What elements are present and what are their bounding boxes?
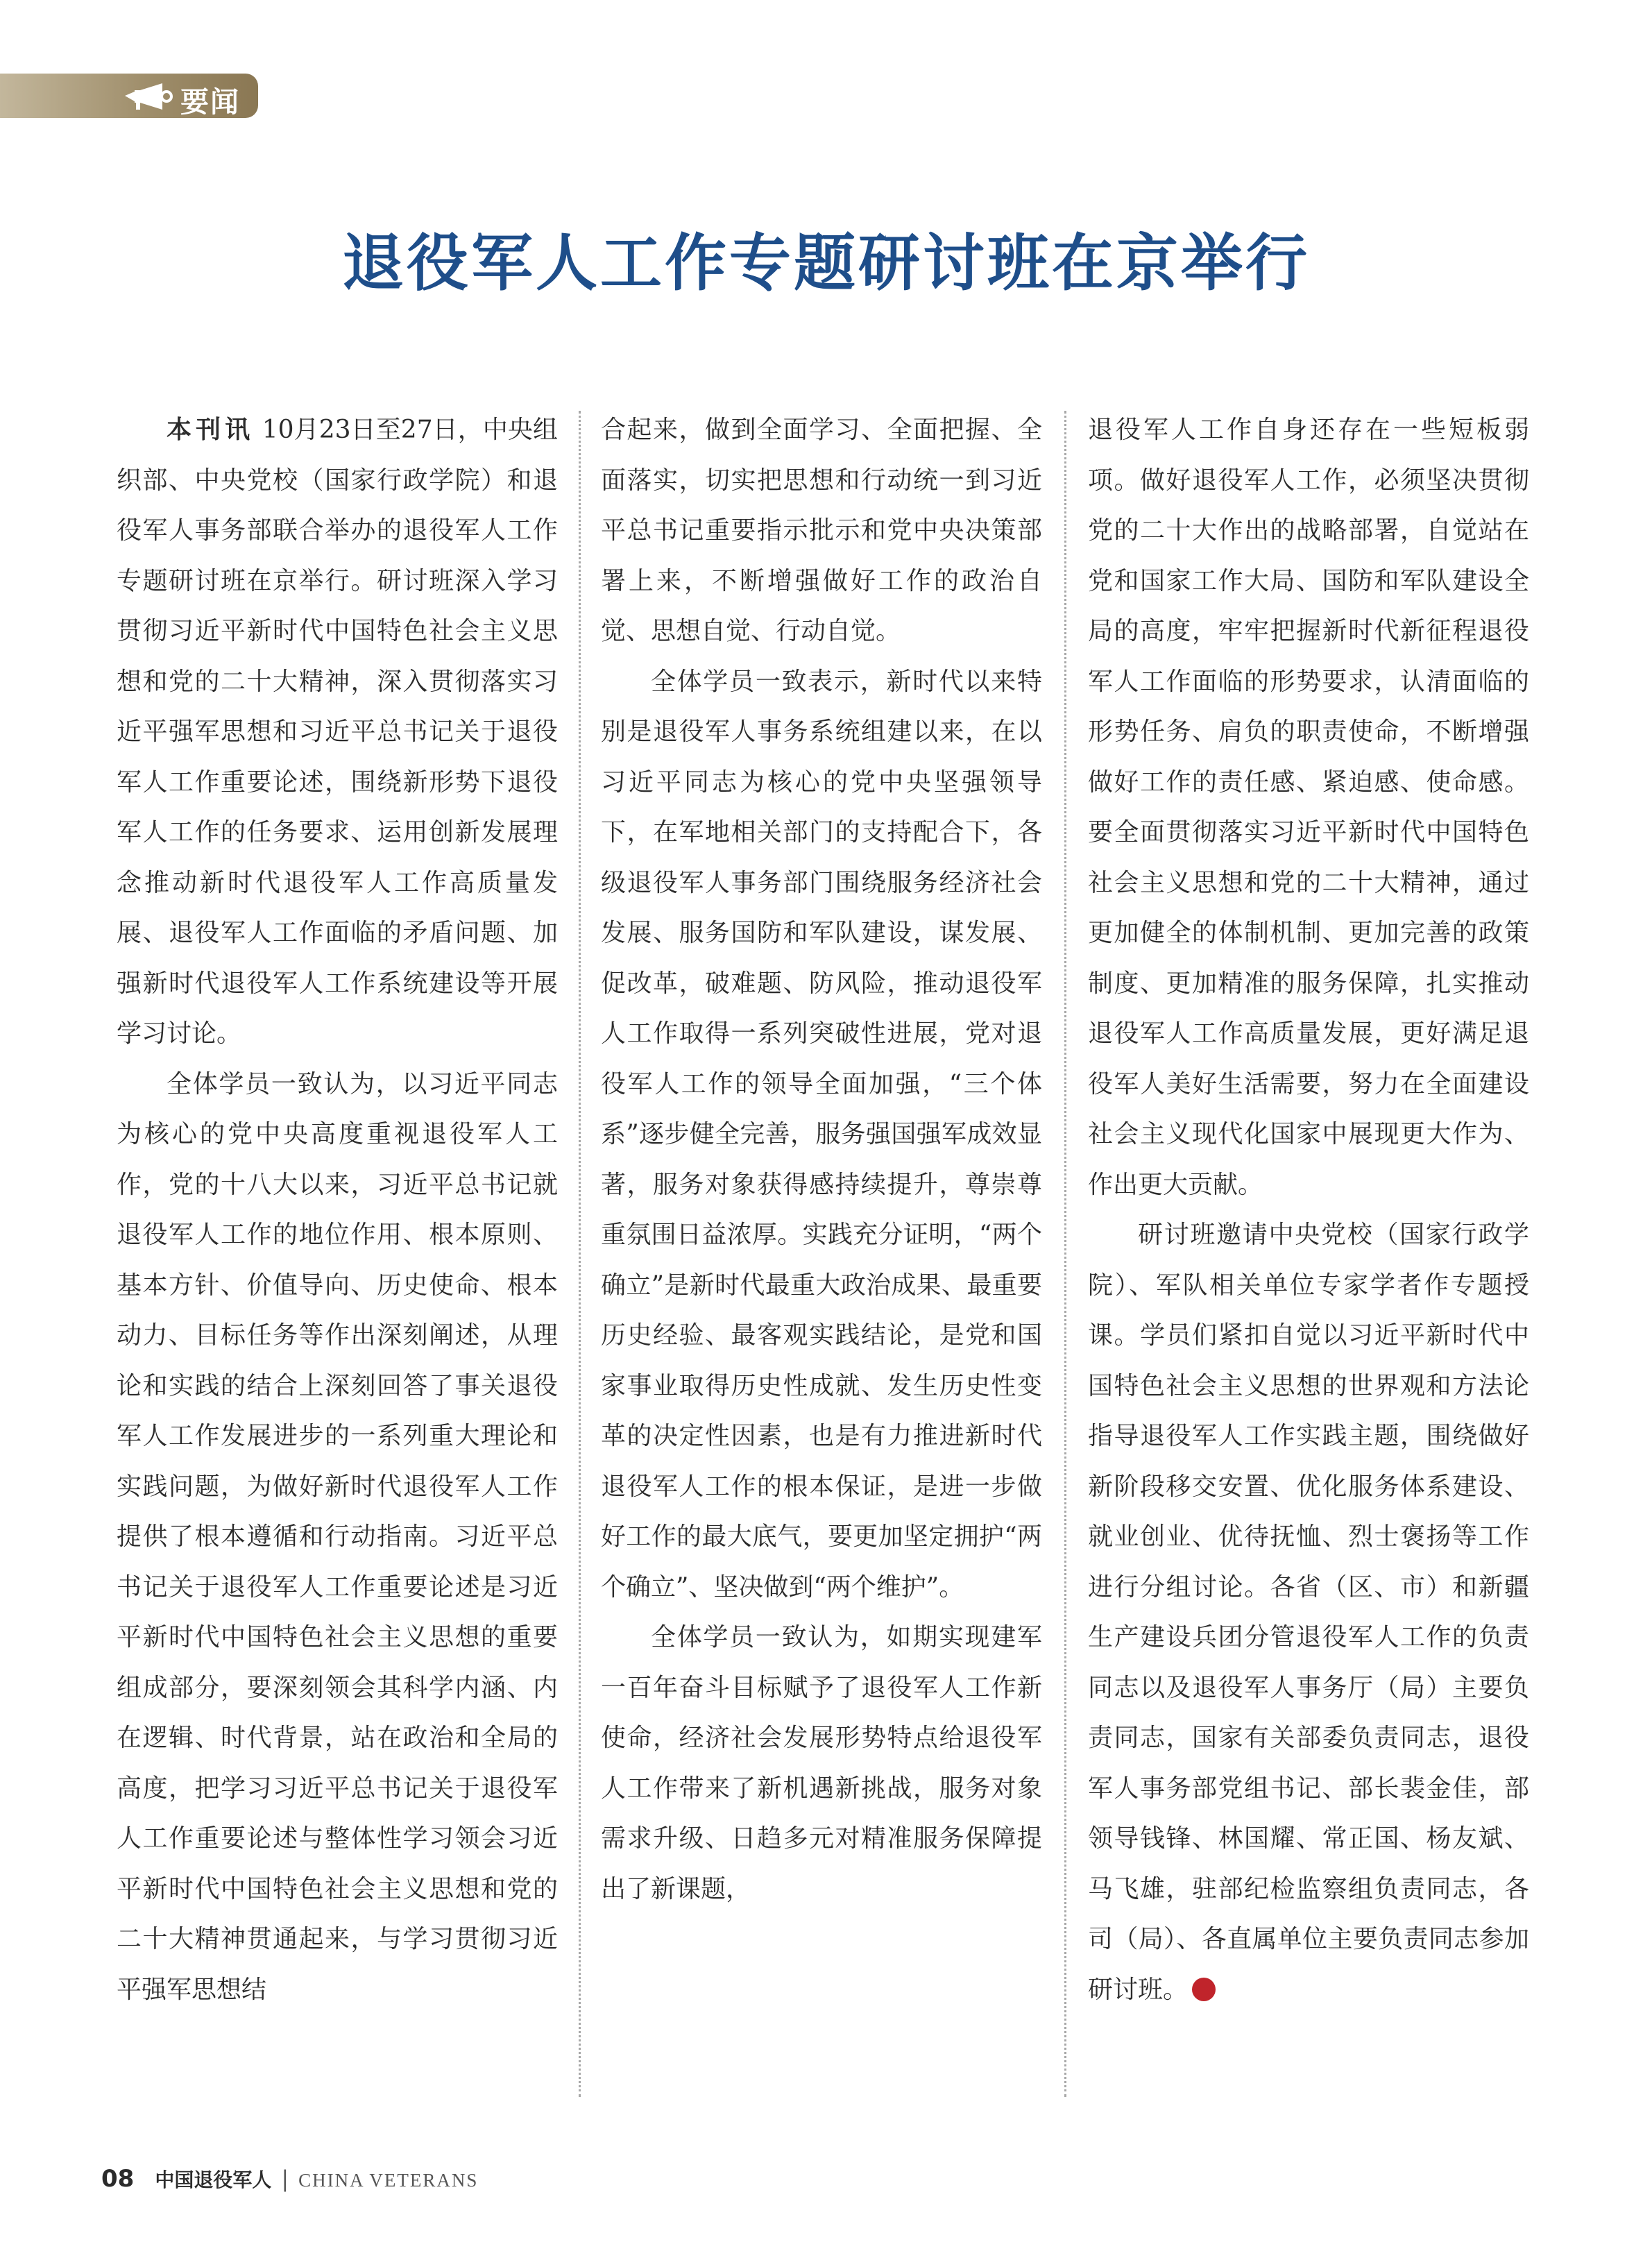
article-paragraph [1088,1210,1529,2015]
article-column-3 [1088,405,1529,2015]
magazine-name-en: CHINA VETERANS [298,2170,479,2191]
article-paragraph: 全体学员一致认为，以习近平同志为核心的党中央高度重视退役军人工作，党的十八大以来，习近平总书记就退役军人工作的地位作用、根本原则、基本方针、价值导向、历史使命、根本动力、目标任务等作出深刻阐述，从理论和实践的结合上深刻回答了事关退役军人工作发展进步的一系列重大理论和实践问题，为做好新时代退役军人工作提供了根本遵循和行动指南。习近平总书记关于退役军人工作重要论述是习近平新时代中国特色社会主义思想的重要组成部分，要深刻领会其科学内涵、内在逻辑、时代背景，站在政治和全局的高度，把学习习近平总书记关于退役军人工作重要论述与整体性学习领会习近平新时代中国特色社会主义思想和党的二十大精神贯通起来，与学习贯彻习近平强军思想结 [117,1069,558,2004]
section-tab [0,74,258,118]
end-mark-icon: V [1192,1978,1216,2001]
column-divider [1064,411,1066,2097]
section-label: 要闻 [180,85,240,119]
megaphone-icon [122,82,176,111]
article-title: 退役军人工作专题研讨班在京举行 [342,227,1310,299]
article-column-2 [601,405,1042,1914]
article-paragraph: 合起来，做到全面学习、全面把握、全面落实，切实把思想和行动统一到习近平总书记重要指示批示和党中央决策部署上来，不断增强做好工作的政治自觉、思想自觉、行动自觉。 [601,416,1042,645]
page-footer [101,2165,478,2207]
article-paragraph: 全体学员一致认为，如期实现建军一百年奋斗目标赋予了退役军人工作新使命，经济社会发展形势特点给退役军人工作带来了新机遇新挑战，服务对象需求升级、日趋多元对精准服务保障提出了新课题， [601,1623,1042,1903]
column-divider [579,411,581,2097]
lead-in: 本刊讯 [167,416,255,444]
magazine-name: 中国退役军人 [155,2168,272,2191]
paragraph-text: 研讨班邀请中央党校（国家行政学院）、军队相关单位专家学者作专题授课。学员们紧扣自觉以习近平新时代中国特色社会主义思想的世界观和方法论指导退役军人工作实践主题，围绕做好新阶段移交安置、优化服务体系建设、就业创业、优待抚恤、烈士褒扬等工作进行分组讨论。各省（区、市）和新疆生产建设兵团分管退役军人工作的负责同志以及退役军人事务厅（局）主要负责同志，国家有关部委负责同志，退役军人事务部党组书记、部长裴金佳，部领导钱锋、林国耀、常正国、杨友斌、马飞雄，驻部纪检监察组负责同志，各司（局）、各直属单位主要负责同志参加研讨班。 [1088,1221,1529,2004]
article-paragraph: 退役军人工作自身还存在一些短板弱项。做好退役军人工作，必须坚决贯彻党的二十大作出的战略部署，自觉站在党和国家工作大局、国防和军队建设全局的高度，牢牢把握新时代新征程退役军人工作面临的形势要求，认清面临的形势任务、肩负的职责使命，不断增强做好工作的责任感、紧迫感、使命感。要全面贯彻落实习近平新时代中国特色社会主义思想和党的二十大精神，通过更加健全的体制机制、更加完善的政策制度、更加精准的服务保障，扎实推动退役军人工作高质量发展，更好满足退役军人美好生活需要，努力在全面建设社会主义现代化国家中展现更大作为、作出更大贡献。 [1088,416,1529,1199]
article-paragraph [117,405,558,1060]
article-column-1 [117,405,558,2015]
paragraph-text: 10月23日至27日，中央组织部、中央党校（国家行政学院）和退役军人事务部联合举办的退役军人工作专题研讨班在京举行。研讨班深入学习贯彻习近平新时代中国特色社会主义思想和党的二十大精神，深入贯彻落实习近平强军思想和习近平总书记关于退役军人工作重要论述，围绕新形势下退役军人工作的任务要求、运用创新发展理念推动新时代退役军人工作高质量发展、退役军人工作面临的矛盾问题、加强新时代退役军人工作系统建设等开展学习讨论。 [117,416,558,1048]
footer-separator: | [281,2166,289,2192]
article-paragraph: 全体学员一致表示，新时代以来特别是退役军人事务系统组建以来，在以习近平同志为核心的党中央坚强领导下，在军地相关部门的支持配合下，各级退役军人事务部门围绕服务经济社会发展、服务国防和军队建设，谋发展、促改革，破难题、防风险，推动退役军人工作取得一系列突破性进展，党对退役军人工作的领导全面加强，“三个体系”逐步健全完善，服务强国强军成效显著，服务对象获得感持续提升，尊崇尊重氛围日益浓厚。实践充分证明，“两个确立”是新时代最重大政治成果、最重要历史经验、最客观实践结论，是党和国家事业取得历史性成就、发生历史性变革的决定性因素，也是有力推进新时代退役军人工作的根本保证，是进一步做好工作的最大底气，要更加坚定拥护“两个确立”、坚决做到“两个维护”。 [601,667,1042,1602]
page-number: 08 [101,2165,135,2193]
